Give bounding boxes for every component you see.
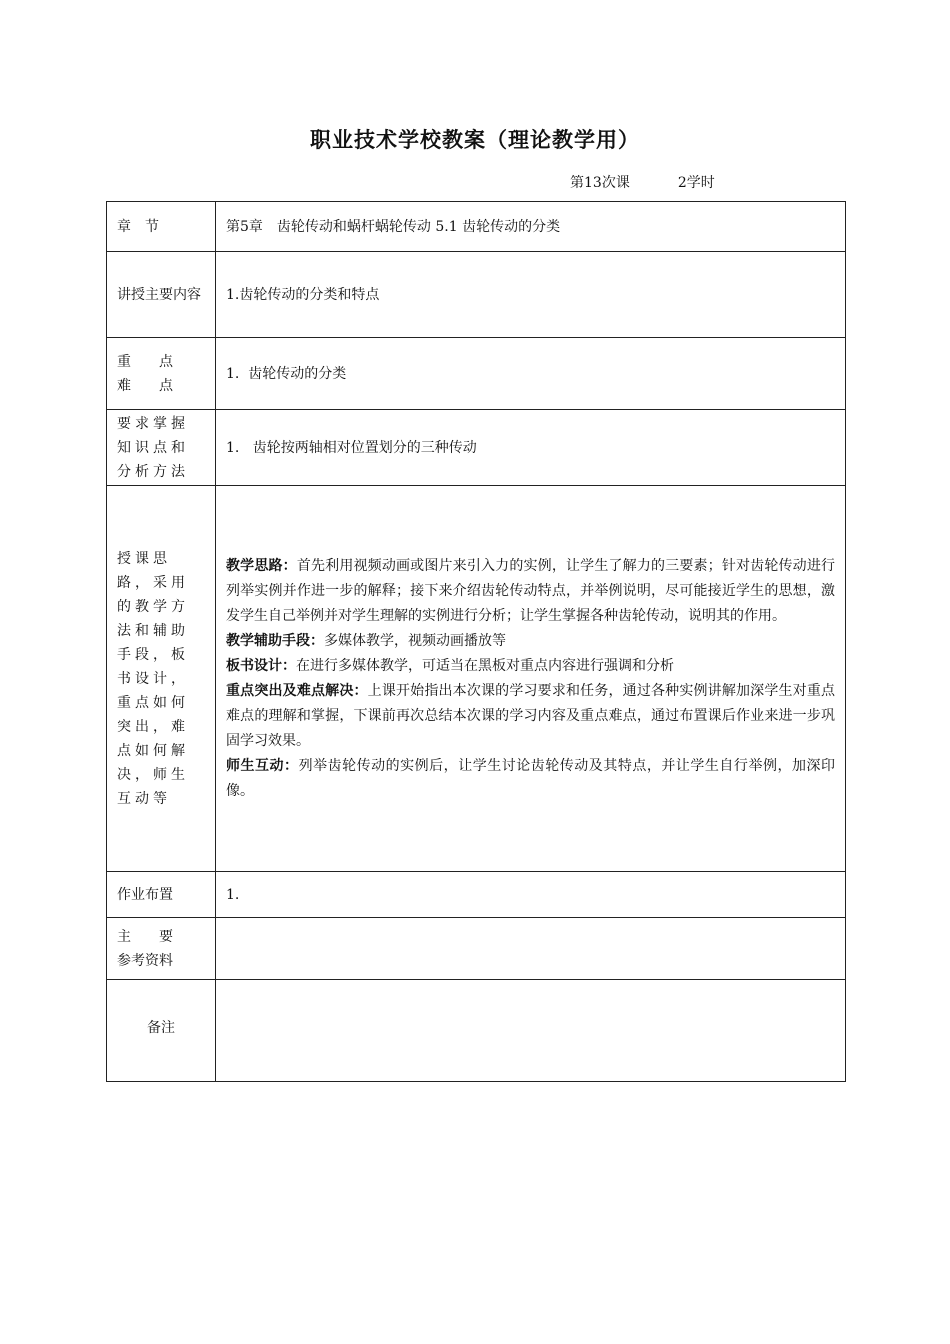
method-paragraph-interaction: 师生互动：列举齿轮传动的实例后，让学生讨论齿轮传动及其特点，并让学生自行举例，加深印像。 <box>226 757 835 799</box>
page-title: 职业技术学校教案（理论教学用） <box>310 128 640 152</box>
notes-label: 备注 <box>107 980 216 1082</box>
table-row-chapter <box>107 202 846 252</box>
method-paragraph-aids: 教学辅助手段：多媒体教学，视频动画播放等 <box>226 632 506 649</box>
homework-value: 1. <box>216 872 846 918</box>
chapter-label: 章 节 <box>107 202 216 252</box>
lesson-plan-table <box>106 201 846 1082</box>
lesson-info <box>570 172 715 192</box>
method-value <box>216 486 846 872</box>
lesson-hours: 2学时 <box>677 175 715 191</box>
table-row-method <box>107 486 846 872</box>
key-points-value: 1. 齿轮传动的分类 <box>216 338 846 410</box>
method-paragraph-teaching-idea: 教学思路：首先利用视频动画或图片来引入力的实例，让学生了解力的三要素；针对齿轮传动进行列举实例并作进一步的解释；接下来介绍齿轮传动特点，并举例说明，尽可能接近学生的思想，激发学生自己举例并对学生理解的实例进行分析；让学生掌握各种齿轮传动，说明其的作用。 <box>226 557 836 624</box>
method-paragraph-key-difficult: 重点突出及难点解决：上课开始指出本次课的学习要求和任务，通过各种实例讲解加深学生对重点难点的理解和掌握，下课前再次总结本次课的学习内容及重点难点，通过布置课后作业来进一步巩固学习效果。 <box>226 682 836 749</box>
key-points-label: 重 点 难 点 <box>107 338 216 410</box>
notes-value <box>216 980 846 1082</box>
references-label: 主 要 参考资料 <box>107 918 216 980</box>
requirements-value: 1. 齿轮按两轴相对位置划分的三种传动 <box>216 410 846 486</box>
main-content-value: 1.齿轮传动的分类和特点 <box>216 252 846 338</box>
table-row-homework <box>107 872 846 918</box>
homework-label: 作业布置 <box>107 872 216 918</box>
table-row-main-content <box>107 252 846 338</box>
references-value <box>216 918 846 980</box>
lesson-number: 第13次课 <box>570 175 630 191</box>
method-label: 授课思路，采用的教学方法和辅助手段，板书设计，重点如何突出，难点如何解决，师生互动等 <box>107 486 216 872</box>
requirements-label: 要求掌握知识点和分析方法 <box>107 410 216 486</box>
main-content-label: 讲授主要内容 <box>107 252 216 338</box>
table-row-key-points <box>107 338 846 410</box>
table-row-requirements <box>107 410 846 486</box>
chapter-value: 第5章 齿轮传动和蜗杆蜗轮传动 5.1 齿轮传动的分类 <box>216 202 846 252</box>
method-paragraph-board-design: 板书设计：在进行多媒体教学，可适当在黑板对重点内容进行强调和分析 <box>226 657 674 674</box>
table-row-references <box>107 918 846 980</box>
table-row-notes <box>107 980 846 1082</box>
